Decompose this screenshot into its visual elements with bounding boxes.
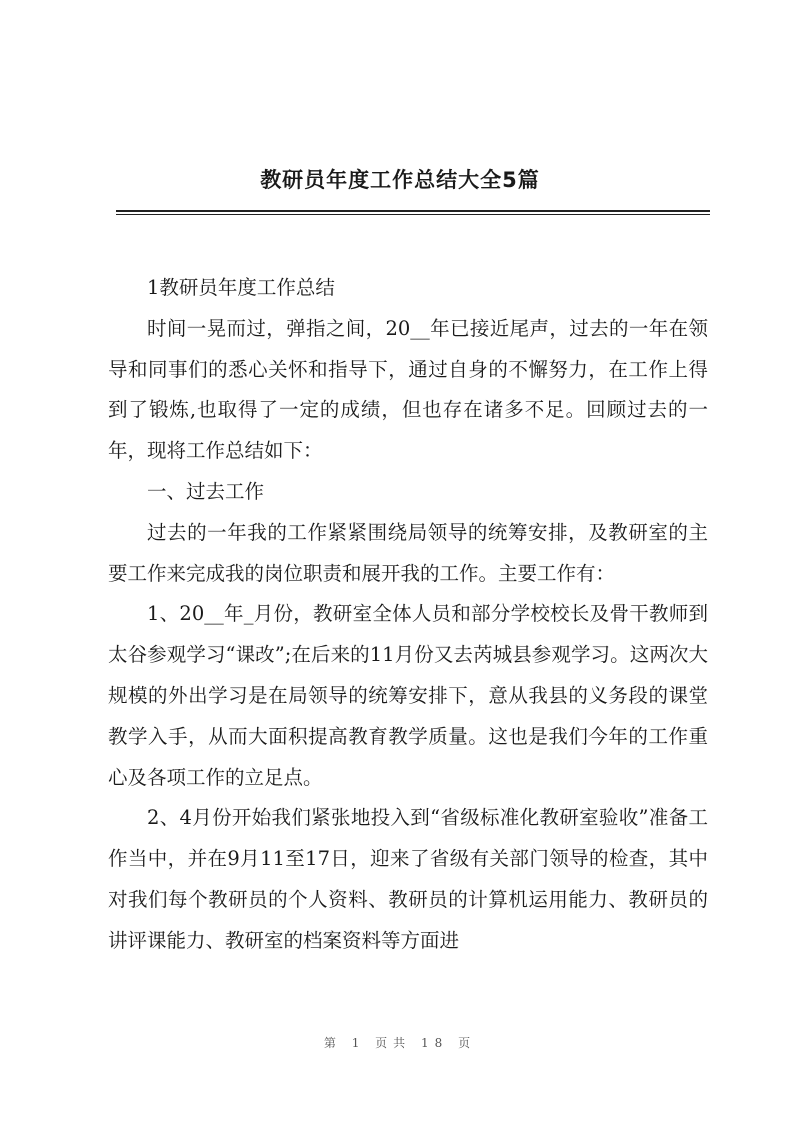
title-divider-thin bbox=[116, 214, 710, 215]
page-title: 教研员年度工作总结大全5篇 bbox=[260, 168, 540, 192]
paragraph: 时间一晃而过，弹指之间，20__年已接近尾声，过去的一年在领导和同事们的悉心关怀和指导下，通过自身的不懈努力，在工作上得到了锻炼,也取得了一定的成绩，但也存在诸多不足。回顾过去的一年，现将工作总结如下： bbox=[108, 316, 708, 463]
title-divider bbox=[116, 210, 710, 212]
document-body bbox=[108, 268, 708, 962]
paragraph: 过去的一年我的工作紧紧围绕局领导的统筹安排，及教研室的主要工作来完成我的岗位职责和展开我的工作。主要工作有： bbox=[108, 520, 708, 585]
section-heading: 1教研员年度工作总结 bbox=[147, 276, 335, 299]
paragraph: 1、20__年_月份，教研室全体人员和部分学校校长及骨干教师到太谷参观学习“课改”;在后来的11月份又去芮城县参观学习。这两次大规模的外出学习是在局领导的统筹安排下，意从我县的义务段的课堂教学入手，从而大面积提高教育教学质量。这也是我们今年的工作重心及各项工作的立足点。 bbox=[108, 602, 708, 789]
subsection-heading: 一、过去工作 bbox=[147, 479, 265, 503]
page-footer: 第 1 页共 18 页 bbox=[323, 1036, 477, 1050]
paragraph: 2、4月份开始我们紧张地投入到“省级标准化教研室验收”准备工作当中，并在9月11至17日，迎来了省级有关部门领导的检查，其中对我们每个教研员的个人资料、教研员的计算机运用能力、教研员的讲评课能力、教研室的档案资料等方面进 bbox=[108, 806, 708, 952]
